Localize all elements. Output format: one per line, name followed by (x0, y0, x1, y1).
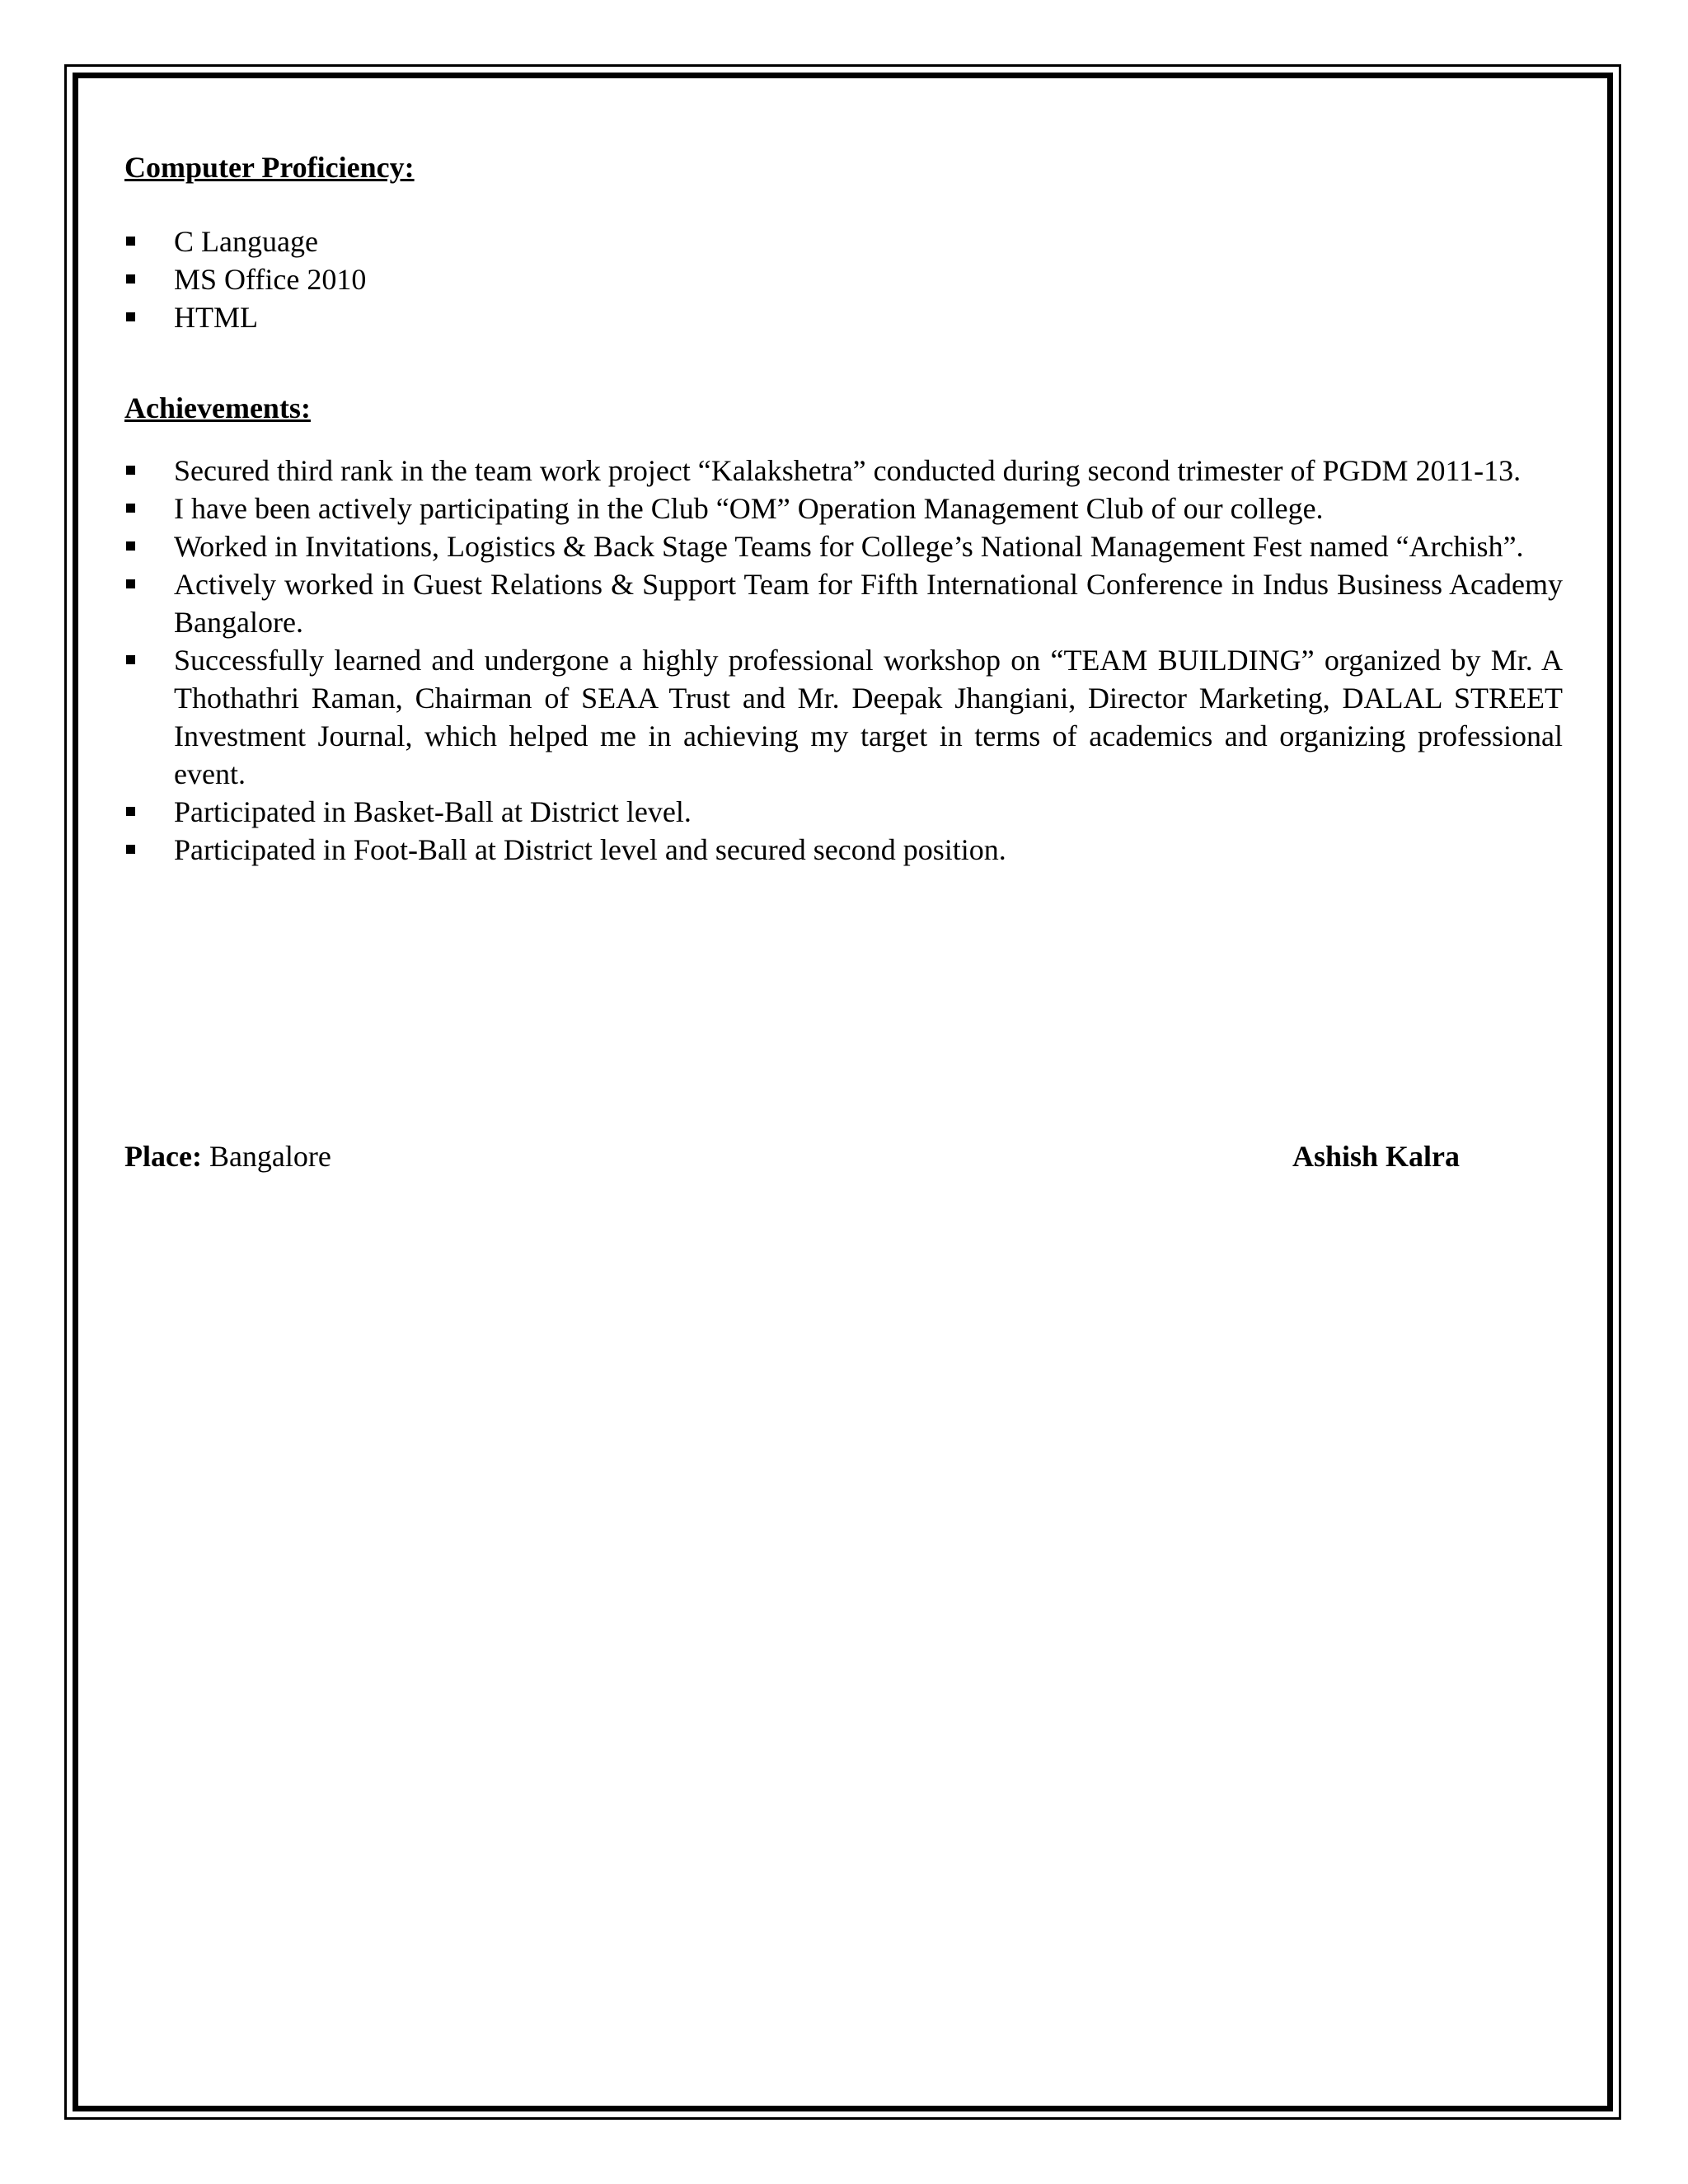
list-item (124, 831, 1563, 869)
list-item (124, 223, 1563, 260)
list-item-text: Actively worked in Guest Relations & Support Team for Fifth International Conference in Indus Business Academy Bangalore. (174, 568, 1563, 639)
square-bullet-icon (126, 541, 135, 551)
resume-content (124, 148, 1563, 869)
square-bullet-icon (126, 655, 135, 664)
list-item (124, 793, 1563, 831)
list-item (124, 565, 1563, 641)
computer-proficiency-list (124, 223, 1563, 336)
list-item-text: MS Office 2010 (174, 263, 367, 296)
square-bullet-icon (126, 845, 135, 854)
list-item (124, 452, 1563, 490)
square-bullet-icon (126, 274, 135, 284)
computer-proficiency-heading: Computer Proficiency: (124, 151, 415, 184)
list-item-text: Participated in Basket-Ball at District level. (174, 795, 692, 828)
square-bullet-icon (126, 466, 135, 475)
signature-name: Ashish Kalra (1292, 1140, 1460, 1173)
list-item (124, 298, 1563, 336)
square-bullet-icon (126, 312, 135, 321)
square-bullet-icon (126, 579, 135, 588)
list-item (124, 527, 1563, 565)
list-item-text: HTML (174, 301, 258, 334)
signature-row (124, 1137, 1460, 1175)
list-item (124, 490, 1563, 527)
list-item-text: Secured third rank in the team work project “Kalakshetra” conducted during second trimester of PGDM 2011-13. (174, 454, 1522, 487)
achievements-list (124, 452, 1563, 869)
list-item-text: Participated in Foot-Ball at District level and secured second position. (174, 833, 1006, 866)
list-item (124, 260, 1563, 298)
place-label: Place: (124, 1140, 202, 1173)
place-value: Bangalore (209, 1140, 331, 1173)
achievements-heading: Achievements: (124, 391, 311, 424)
list-item-text: I have been actively participating in the Club “OM” Operation Management Club of our college. (174, 492, 1324, 525)
list-item-text: Worked in Invitations, Logistics & Back Stage Teams for College’s National Management Fest named “Archish”. (174, 530, 1524, 563)
list-item (124, 641, 1563, 793)
square-bullet-icon (126, 807, 135, 816)
list-item-text: C Language (174, 225, 318, 258)
square-bullet-icon (126, 504, 135, 513)
square-bullet-icon (126, 237, 135, 246)
list-item-text: Successfully learned and undergone a highly professional workshop on “TEAM BUILDING” organized by Mr. A Thothathri Raman, Chairman of SEAA Trust and Mr. Deepak Jhangiani, Director Marketing, DALAL STREET Investment Journal, which helped me in achieving my target in terms of academics and organizing professional event. (174, 644, 1563, 790)
